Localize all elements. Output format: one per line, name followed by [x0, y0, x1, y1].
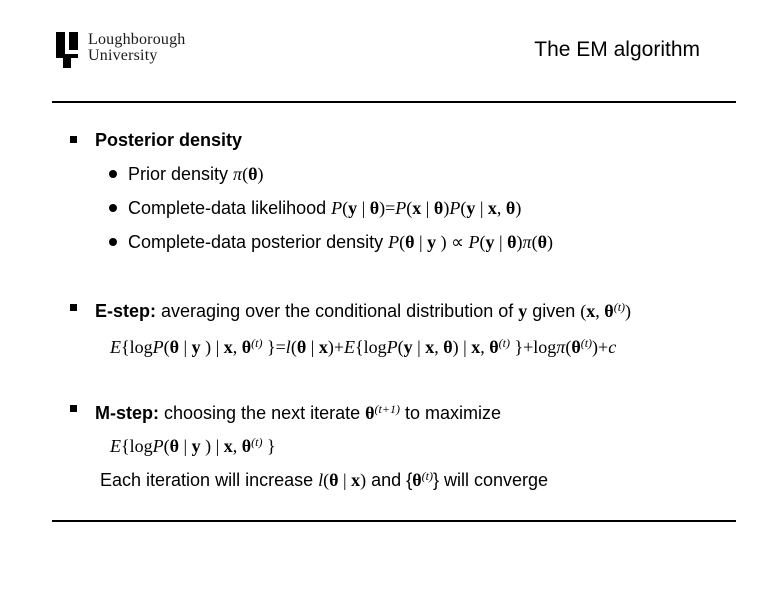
square-bullet-icon [70, 405, 77, 412]
complete-posterior-label: Complete-data posterior density [128, 232, 389, 252]
prior-label: Prior density [128, 164, 234, 184]
complete-likelihood-label: Complete-data likelihood [128, 198, 332, 218]
square-bullet-icon [70, 304, 77, 311]
round-bullet-icon [109, 204, 117, 212]
mstep-line: M-step: choosing the next iterate $\theta^{(t+1)}$ to maximize [95, 402, 502, 423]
round-bullet-icon [109, 170, 117, 178]
mstep-equation: E{logP(θ | y ) | x, $\theta^{(t)}$ } [110, 435, 276, 456]
university-logo-icon [56, 32, 82, 68]
prior-density-line: Prior density π(θ) [128, 164, 264, 184]
square-bullet-icon [70, 136, 77, 143]
estep-equation: E{logP(θ | y ) | x, $\theta^{(t)}$ }=l(θ | x)+E{logP(y | x, θ) | x, $\theta^{(t)}$ }$+\log\pi(\theta^{(t)})+c$ [110, 336, 617, 357]
iteration-text: Each iteration will increase [100, 470, 319, 490]
estep-label: E-step: [95, 301, 157, 321]
university-logo [56, 32, 186, 68]
theta-symbol: θ [248, 164, 258, 184]
complete-likelihood-line: Complete-data likelihood P(y | θ)=P(x | θ)P(y | x, θ) [128, 198, 522, 218]
posterior-heading: Posterior density [95, 130, 243, 150]
complete-posterior-line: Complete-data posterior density P(θ | y ) ∝ P(y | θ)π(θ) [128, 232, 553, 252]
bottom-divider [52, 520, 736, 522]
logo-line-2: University [88, 47, 158, 64]
mstep-label: M-step: [95, 403, 159, 423]
to-maximize-text: to maximize [399, 403, 502, 423]
round-bullet-icon [109, 238, 117, 246]
converge-text: will converge [438, 470, 548, 490]
slide-title: The EM algorithm [534, 38, 700, 61]
university-logo-text [88, 32, 186, 64]
given-text: given [527, 301, 581, 321]
estep-line: E-step: averaging over the conditional distribution of y given (x, $\theta^{(t)}$) [95, 300, 632, 321]
pi-symbol: π [233, 164, 243, 184]
iteration-line: Each iteration will increase l(θ | x) and $\{\theta^{(t)}\}$ will converge [100, 469, 548, 490]
and-text: and [366, 470, 407, 490]
estep-text: averaging over the conditional distribution of [156, 301, 519, 321]
top-divider [52, 101, 736, 103]
logo-line-1: Loughborough [88, 31, 186, 48]
mstep-text: choosing the next iterate [159, 403, 366, 423]
